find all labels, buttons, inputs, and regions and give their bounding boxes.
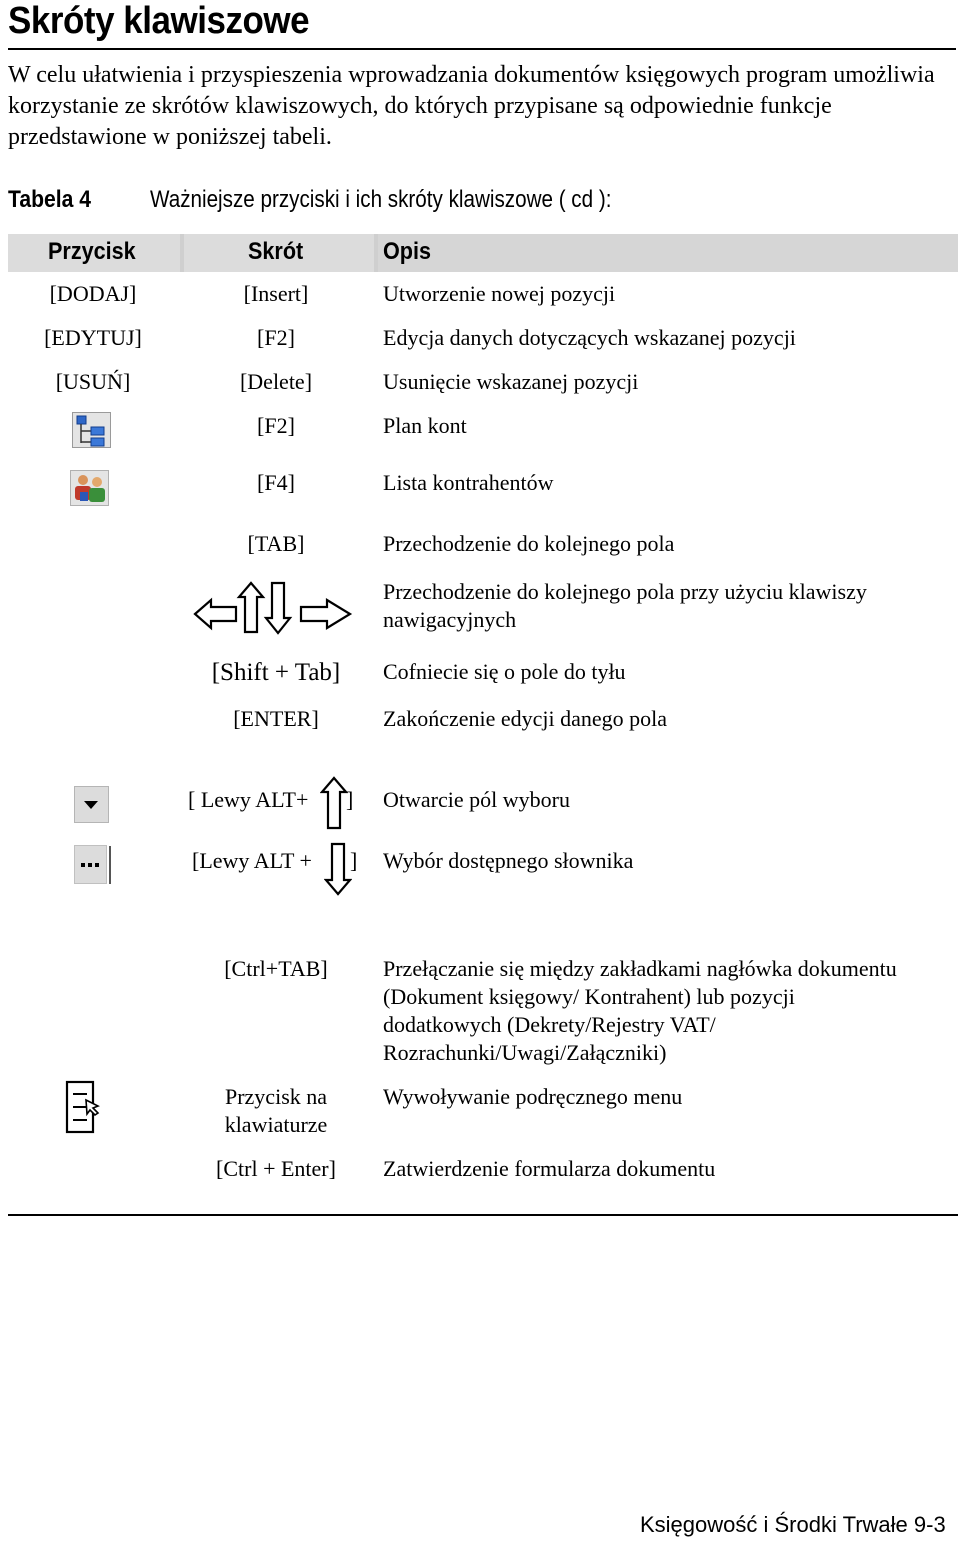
table-caption-text: Ważniejsze przyciski i ich skróty klawiszowe ( cd ): — [150, 186, 612, 213]
row-5-desc: Przechodzenie do kolejnego pola — [383, 531, 675, 556]
row-12-key: Przycisk na klawiaturze — [224, 1084, 328, 1137]
row-6-desc: Przechodzenie do kolejnego pola przy użyciu klawiszy nawigacyjnych — [383, 579, 867, 632]
context-menu-key-icon — [64, 1080, 104, 1136]
row-0-desc: Utworzenie nowej pozycji — [383, 281, 616, 306]
row-10-key-suffix: ] — [350, 848, 358, 873]
row-1-key: [F2] — [257, 325, 295, 350]
header-przycisk: Przycisk — [48, 238, 136, 265]
row-1-button: [EDYTUJ] — [44, 325, 142, 350]
row-13-desc: Zatwierdzenie formularza dokumentu — [383, 1156, 716, 1181]
header-skrot: Skrót — [248, 238, 304, 265]
row-5-key: [TAB] — [247, 531, 305, 556]
row-3-key: [F2] — [257, 413, 295, 438]
row-1-desc: Edycja danych dotyczących wskazanej pozycji — [383, 325, 796, 350]
table-bottom-rule — [8, 1214, 958, 1216]
table-caption-number: Tabela 4 — [8, 186, 91, 213]
row-3-desc: Plan kont — [383, 413, 467, 438]
arrow-keys-icon — [192, 580, 354, 636]
table-header-row — [8, 234, 958, 272]
chart-of-accounts-icon — [72, 412, 112, 448]
row-4-key: [F4] — [257, 470, 295, 495]
row-11-desc: Przełączanie się między zakładkami nagłówka dokumentu (Dokument księgowy/ Kontrahent) lub pozycji dodatkowych (Dekrety/Rejestry VAT/ Rozrachunki/Uwagi/Załączniki) — [383, 956, 897, 1065]
row-2-button: [USUŃ] — [55, 369, 131, 394]
arrow-up-icon — [320, 776, 348, 830]
header-opis: Opis — [383, 238, 432, 265]
row-10-key-prefix: [Lewy ALT + — [192, 848, 312, 873]
row-4-desc: Lista kontrahentów — [383, 470, 554, 495]
row-12-desc: Wywoływanie podręcznego menu — [383, 1084, 683, 1109]
arrow-down-icon — [324, 842, 352, 896]
row-11-key: [Ctrl+TAB] — [224, 956, 328, 981]
row-2-key: [Delete] — [239, 369, 313, 394]
page-footer: Księgowość i Środki Trwałe 9-3 — [640, 1512, 946, 1537]
page-title: Skróty klawiszowe — [8, 0, 310, 42]
row-2-desc: Usunięcie wskazanej pozycji — [383, 369, 639, 394]
title-rule — [8, 48, 956, 50]
row-9-key-prefix: [ Lewy ALT+ — [188, 787, 309, 812]
row-10-desc: Wybór dostępnego słownika — [383, 848, 634, 873]
row-9-desc: Otwarcie pól wyboru — [383, 787, 570, 812]
contractors-icon — [70, 470, 110, 506]
ellipsis-button-icon — [74, 845, 114, 885]
row-7-key: [Shift + Tab] — [211, 659, 341, 686]
row-9-key-suffix: ] — [346, 787, 354, 812]
row-13-key: [Ctrl + Enter] — [216, 1156, 336, 1181]
row-7-desc: Cofniecie się o pole do tyłu — [383, 659, 626, 684]
row-0-button: [DODAJ] — [49, 281, 137, 306]
row-8-key: [ENTER] — [233, 706, 319, 731]
intro-paragraph: W celu ułatwienia i przyspieszenia wprowadzania dokumentów księgowych program umożliwia korzystanie ze skrótów klawiszowych, do których przypisane są odpowiednie funkcje przedstawione w poniższej tabeli. — [8, 62, 935, 150]
dropdown-arrow-icon — [74, 786, 110, 824]
row-8-desc: Zakończenie edycji danego pola — [383, 706, 668, 731]
row-0-key: [Insert] — [243, 281, 309, 306]
